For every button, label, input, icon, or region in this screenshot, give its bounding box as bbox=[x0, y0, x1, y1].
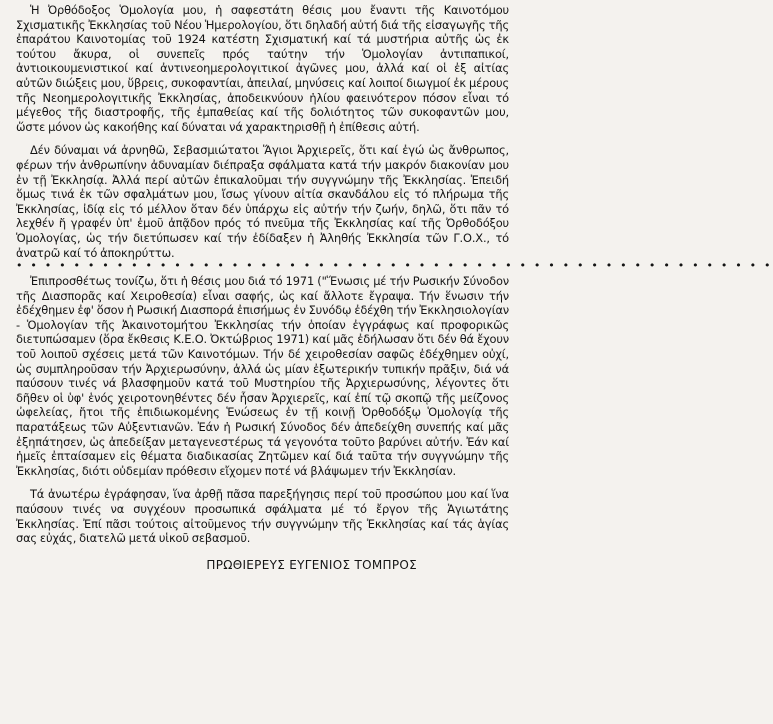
paragraph-gap bbox=[16, 478, 509, 487]
signature: ΠΡΩΘΙΕΡΕΥΣ ΕΥΓΕΝΙΟΣ ΤΟΜΠΡΟΣ bbox=[206, 557, 417, 572]
paragraph-closing: Τά ἀνωτέρω ἐγράφησαν, ἵνα ἀρθῇ πᾶσα παρεξήγησις περί τοῦ προσώπου μου καί ἵνα παύσουν τινές να συγχέουν προσωπικά σφάλματα μέ τό ἔργον τῆς Ἁγιωτάτης Ἐκκλησίας. Ἐπί πᾶσι τούτοις αἰτοῦμενος τήν συγγνώμην τῆς Ἐκκλησίας καί τάς ἁγίας σας εὐχάς, διατελῶ μετά υἱκοῦ σεβασμοῦ. bbox=[16, 487, 509, 546]
paragraph-apology: Δέν δύναμαι νά ἀρνηθῶ, Σεβασμιώτατοι Ἅγιοι Ἀρχιερεῖς, ὅτι καί ἐγώ ὡς ἄνθρωπος, φέρων τήν ἀνθρωπίνην ἀδυναμίαν διέπραξα σφάλματα κατά τήν μακρόν διακονίαν μου ἐν τῇ Ἐκκλησίᾳ. Ἀλλά περί αὐτῶν ἐπικαλοῦμαι τήν συγγνώμην τῆς Ἐκκλησίας. Ἐπειδή ὅμως τινά ἐκ τῶν σφαλμάτων μου, ἴσως γίνουν αἰτία σκανδάλου εἰς τό πλήρωμα τῆς Ἐκκλησίας, ἰδίᾳ εἰς τό μέλλον ὅταν δέν ὑπάρχω εἰς αὐτήν τήν ζωήν, δηλῶ, ὅτι πᾶν τό λεχθέν ἤ γραφέν ὑπ' ἐμοῦ ἀπᾷδον πρός τό πνεῦμα τῆς Ἐκκλησίας καί τῆς Ὀρθοδόξου Ὁμολογίας, ὡς τήν διετύπωσεν καί τήν ἐδίδαξεν ἡ Ἀληθής Ἐκκλησία τῶν Γ.Ο.Χ., τό ἀνατρῶ καί τό ἀποκηρύττω. bbox=[16, 143, 509, 260]
paragraph-gap bbox=[16, 134, 509, 143]
paragraph-1971-position: Ἐπιπροσθέτως τονίζω, ὅτι ἡ θέσις μου διά τό 1971 ("Ἕνωσις μέ τήν Ρωσικήν Σύνοδον τῆς Διασπορᾶς καί Χειροθεσία) εἶναι σαφής, ὡς καί ἄλλοτε ἔγραψα. Τήν ἕνωσιν τήν ἐδέχθημεν ἐφ' ὅσον ἡ Ρωσική Διασπορά ἐπισήμως ἐν Συνόδῳ ἐδέχθη τήν Ἐκκλησιολογίαν - Ὁμολογίαν τῆς Ἀκαινοτομήτου Ἐκκλησίας τήν ὁποίαν ἐγγράφως καί προφορικῶς διετυπώσαμεν (ὅρα ἔκθεσις Κ.Ε.Ο. Ὀκτώβριος 1971) καί μᾶς ἐδήλωσαν ὅτι δέν θά ἔχουν τοῦ λοιποῦ σχέσεις μετά τῶν Καινοτόμων. Τήν δέ χειροθεσίαν σαφῶς ἐδέχθημεν οὐχί, ὡς συμπληροῦσαν τήν Ἀρχιερωσύνην, ἀλλά ὡς μίαν ἐξωτερικήν τυπικήν πρᾶξιν, διά νά παύσουν τινές νά βλασφημοῦν κατά τοῦ Μυστηρίου τῆς Ἀρχιερωσύνης, λέγοντες ὅτι δῆθεν οἱ ὑφ' ἑνός χειροτονηθέντες δέν ἦσαν Ἀρχιερεῖς, καί ἐπί τῷ σκοπῷ τῆς μείζονος ὠφελείας, ἤτοι τῆς ἐπιδιωκομένης Ἑνώσεως ἐν τῇ κοινῇ Ὀρθοδόξῳ Ὁμολογίᾳ τῆς παρατάξεως τῶν Αὐξεντιανῶν. Ἐάν ἡ Ρωσική Σύνοδος δέν ἀπεδείχθη συνεπής καί μᾶς ἐξηπάτησεν, ὡς ἀπεδείξαν μεταγενεστέρως τά γεγονότα τοῦτο βαρύνει αὐτήν. Ἐάν καί ἡμεῖς ἐπταίσαμεν εἰς θέματα διαδικασίας Ζητῶμεν καί διά ταῦτα τήν συγγνώμην τῆς Ἐκκλησίας, διότι οὐδεμίαν πρόθεσιν εἴχομεν ποτέ νά βλάψωμεν τήν Ἐκκλησίαν. bbox=[16, 274, 510, 478]
paragraph-confession: Ἡ Ὀρθόδοξος Ὁμολογία μου, ἡ σαφεστάτη θέσις μου ἔναντι τῆς Καινοτόμου Σχισματικῆς Ἐκκλησίας τοῦ Νέου Ἡμερολογίου, ὅτι δηλαδή αὐτή διά τῆς εἰσαγωγῆς τῆς ἐπαράτου Καινοτομίας τοῦ 1924 κατέστη Σχισματική καί τά μυστήρια αὐτῆς ὡς ἐκ τούτου ἄκυρα, οἱ συνεπεῖς πρός ταύτην τήν Ὁμολογίαν ἀντιπαπικοί, ἀντιοικουμενιστικοί καί ἀντινεοημερολογιτικοί ἀγῶνες μου, ἀλλά καί οἱ ἐξ αἰτίας αὐτῶν διώξεις μου, ὕβρεις, συκοφαντίαι, ἀπειλαί, μηνύσεις καί λοιποί διωγμοί ἐκ μέρους τῆς Νεοημερολογιτικῆς Ἐκκλησίας, ἀποδεικνύουν ἡλίου φαεινότερον πόσον εἶναι τό μέγεθος τῆς διαστροφῆς, τῆς ἐμπαθείας καί τῆς δολιότητος τῶν συκοφαντῶν μου, ὥστε μόνον ὡς κακοήθης καί δύναται νά χαρακτηρισθῇ ἡ ἐπίθεσις αὐτή. bbox=[16, 3, 509, 134]
dotted-separator: • • • • • • • • • • • • • • • • • • • • • • • • • • • • • • • • • • • • • • • • • • • • • • • • • • • • • bbox=[16, 259, 773, 273]
